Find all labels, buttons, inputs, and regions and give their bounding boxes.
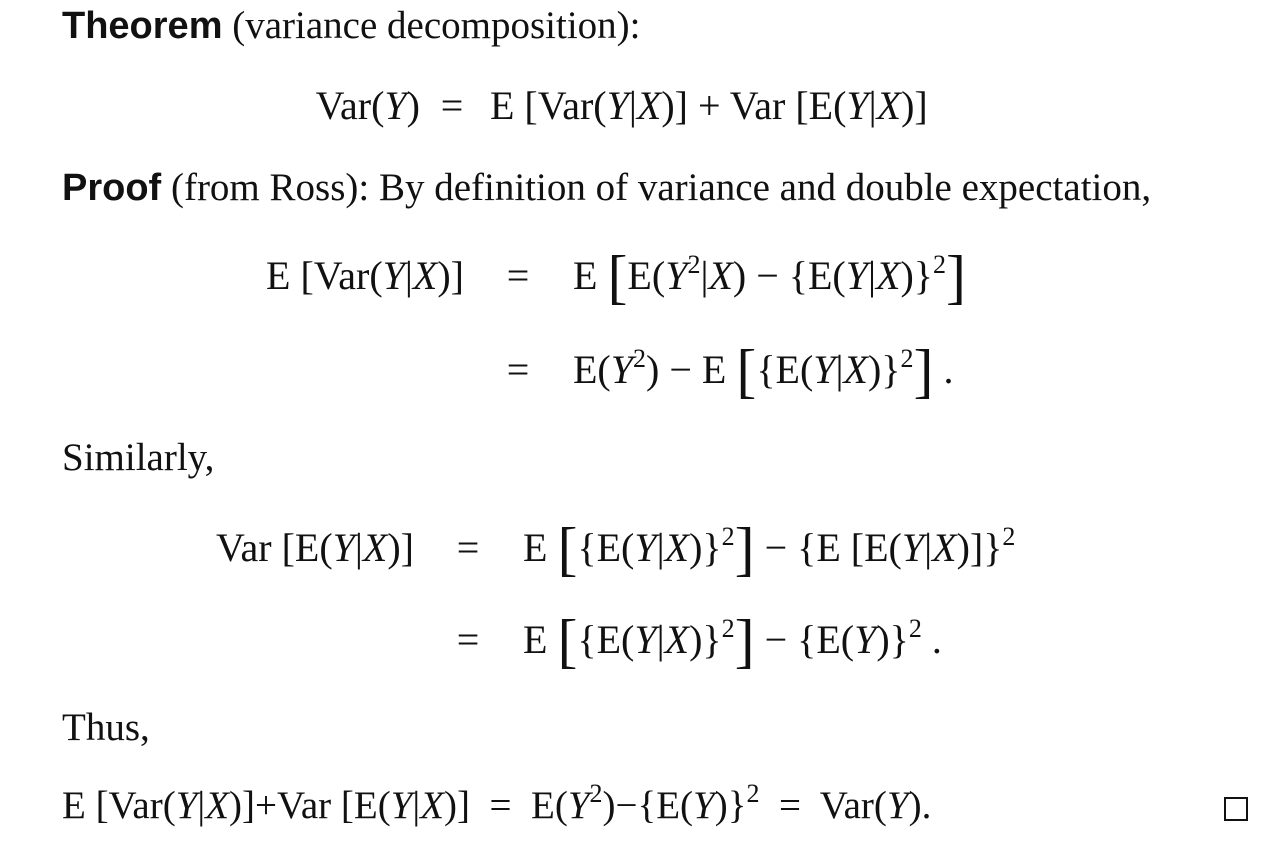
- theorem-heading: [62, 6, 641, 45]
- theorem-label: Theorem: [62, 5, 223, 47]
- equation-block-2-row-2: [0, 608, 1280, 676]
- similarly-text: Similarly,: [62, 436, 215, 479]
- theorem-equation-equals: =: [440, 83, 464, 128]
- equation-block-2-rhs-1: E $[\{E(Y|X)\}^2] - \{E$ [E(Y|X)]}$^2$: [523, 516, 1016, 582]
- equation-block-1-rhs-1: E $[E(Y^2|X) - \{E(Y|X)\}^2]$: [573, 244, 966, 310]
- equation-block-1-row-2: [0, 338, 1280, 406]
- final-equation: E [Var(Y|X)]+Var $[E(Y|X)] = E(Y^2)-\{E(Y)\}^2 = Var(Y)$.: [62, 779, 932, 827]
- qed-square-icon: [1224, 797, 1248, 821]
- equation-block-2-equals-1: =: [456, 525, 480, 570]
- equation-block-1-equals-1: =: [506, 253, 530, 298]
- equation-block-1-row-1: [0, 244, 1280, 312]
- proof-label: Proof: [62, 167, 162, 209]
- equation-block-2-row-1: [0, 516, 1280, 584]
- theorem-equation-rhs: E [Var(Y|X)] + Var [E(Y|X)]: [490, 83, 928, 128]
- proof-heading: [62, 168, 1151, 207]
- theorem-equation-lhs: Var(Y): [315, 83, 420, 128]
- equation-block-1-lhs: E [Var(Y|X)]: [266, 253, 464, 298]
- proof-description: (from Ross): By definition of variance and double expectation,: [170, 166, 1152, 209]
- equation-block-1-equals-2: =: [506, 347, 530, 392]
- theorem-description: (variance decomposition):: [232, 4, 641, 47]
- equation-block-2-equals-2: =: [456, 617, 480, 662]
- equation-block-1-rhs-2: $E(Y^2) - E$ $[\{E(Y|X)\}^2]$ .: [573, 338, 954, 404]
- thus-text: Thus,: [62, 706, 150, 749]
- theorem-equation: [0, 83, 1280, 132]
- equation-block-2-lhs: Var [E(Y|X)]: [216, 525, 414, 570]
- equation-block-2-rhs-2: E $[\{E(Y|X)\}^2] - \{E(Y)\}^2$ .: [523, 608, 942, 674]
